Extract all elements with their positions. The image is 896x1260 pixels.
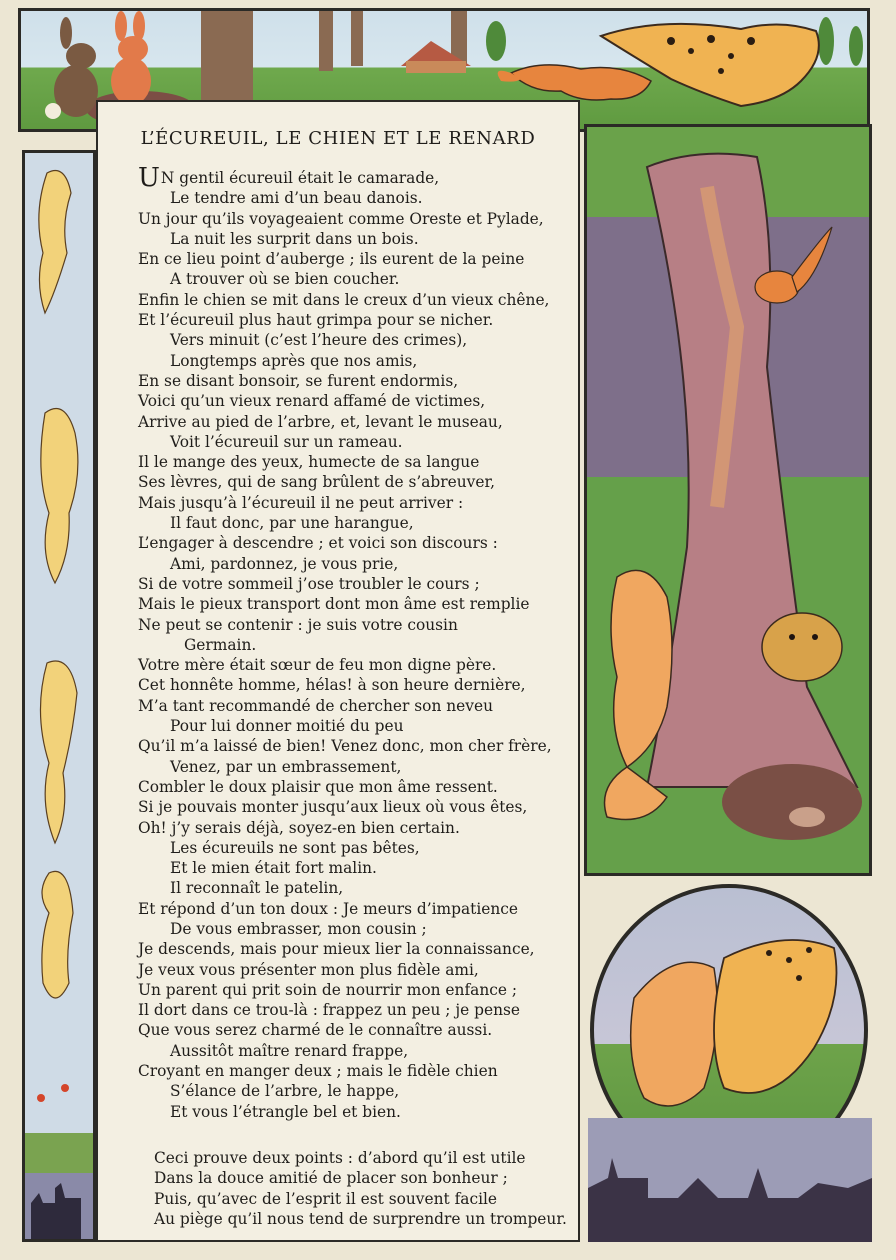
poem-line: A trouver où se bien coucher.: [170, 270, 400, 289]
poem-line: Vers minuit (c’est l’heure des crimes),: [170, 331, 468, 350]
poem-line: Le tendre ami d’un beau danois.: [170, 189, 423, 208]
poem-panel: [96, 100, 580, 1242]
moral-line: Ceci prouve deux points : d’abord qu’il est utile: [154, 1149, 526, 1167]
poem-line: Si je pouvais monter jusqu’aux lieux où vous êtes,: [138, 798, 528, 817]
drop-cap: U: [138, 163, 160, 193]
rabbit-left: [45, 17, 98, 119]
poem-line: Arrive au pied de l’arbre, et, levant le museau,: [138, 412, 503, 431]
poem-line: Pour lui donner moitié du peu: [170, 717, 404, 736]
moral-line: Puis, qu’avec de l’esprit il est souvent facile: [154, 1189, 498, 1208]
left-illustration-strip: [22, 150, 96, 1242]
poem-line: Mais le pieux transport dont mon âme est remplie: [138, 595, 530, 614]
poem-line: Il le mange des yeux, humecte de sa langue: [138, 453, 480, 472]
poem-line: Qu’il m’a laissé de bien! Venez donc, mon cher frère,: [138, 737, 552, 756]
poem-line: Venez, par un embrassement,: [170, 757, 402, 776]
poem-line: Et l’écureuil plus haut grimpa pour se nicher.: [138, 311, 494, 330]
dog-in-hollow: [762, 613, 842, 681]
poem-line: Croyant en manger deux ; mais le fidèle chien: [138, 1062, 498, 1081]
poem-line: Cet honnête homme, hélas! à son heure dernière,: [138, 676, 526, 695]
poem-line: Ami, pardonnez, je vous prie,: [170, 554, 399, 573]
poem-line: Combler le doux plaisir que mon âme ressent.: [138, 777, 498, 796]
poem-line: Germain.: [184, 635, 257, 654]
poem-line: Il dort dans ce trou-là : frappez un peu ; je pense: [138, 1001, 521, 1020]
moral-line: Dans la douce amitié de placer son bonheur ;: [154, 1169, 508, 1188]
poem-line: Un parent qui prit soin de nourrir mon enfance ;: [138, 980, 518, 999]
poem-line: Je veux vous présenter mon plus fidèle ami,: [138, 960, 479, 979]
poem-line: Les écureuils ne sont pas bêtes,: [170, 838, 420, 857]
poem-first-line: [138, 163, 568, 193]
poem-line: Longtemps après que nos amis,: [170, 351, 418, 370]
poem-line: Ses lèvres, qui de sang brûlent de s’abreuver,: [138, 473, 496, 492]
poem-line: L’engager à descendre ; et voici son discours :: [138, 534, 498, 553]
poem-line: Voici qu’un vieux renard affamé de victimes,: [138, 392, 486, 411]
poem-line: Et répond d’un ton doux : Je meurs d’impatience: [138, 899, 519, 918]
rabbit-right: [111, 11, 151, 105]
poem-line: De vous embrasser, mon cousin ;: [170, 919, 427, 938]
poem-line: Si de votre sommeil j’ose troubler le cours ;: [138, 574, 480, 593]
poem-line: Aussitôt maître renard frappe,: [170, 1041, 409, 1060]
poem-line: Et le mien était fort malin.: [170, 859, 377, 878]
poem-line: Oh! j’y serais déjà, soyez-en bien certain.: [138, 818, 460, 837]
first-line-text: N gentil écureuil était le camarade,: [160, 169, 440, 187]
poem-line: En ce lieu point d’auberge ; ils eurent de la peine: [138, 250, 525, 269]
poem-line: Votre mère était sœur de feu mon digne père.: [138, 656, 497, 675]
poem-line: En se disant bonsoir, se furent endormis,: [138, 371, 459, 390]
falling-squirrels-illustration: [25, 153, 93, 1239]
poem-line: Il reconnaît le patelin,: [170, 879, 344, 898]
poem-line: Que vous serez charmé de le connaître aussi.: [138, 1021, 493, 1040]
poem-line: Il faut donc, par une harangue,: [170, 514, 414, 533]
poem-line: Mais jusqu’à l’écureuil il ne peut arriver :: [138, 493, 464, 512]
poem-line: Et vous l’étrangle bel et bien.: [170, 1102, 401, 1121]
poem-title: L’ÉCUREUIL, LE CHIEN ET LE RENARD: [140, 128, 536, 149]
poem-line: Ne peut se contenir : je suis votre cousin: [138, 615, 458, 634]
village-silhouette-illustration: [588, 1118, 872, 1242]
poem-body: [138, 163, 568, 1122]
poem-line: Un jour qu’ils voyageaient comme Oreste et Pylade,: [138, 209, 544, 228]
poem-line: La nuit les surprit dans un bois.: [170, 229, 419, 248]
poem-line: Je descends, mais pour mieux lier la connaissance,: [138, 940, 535, 959]
poem-line: Enfin le chien se mit dans le creux d’un vieux chêne,: [138, 290, 550, 309]
moral-line: Au piège qu’il nous tend de surprendre un trompeur.: [154, 1209, 567, 1228]
village-silhouette: [588, 1118, 872, 1242]
poem-moral: [154, 1148, 567, 1229]
poem-line: S’élance de l’arbre, le happe,: [170, 1082, 400, 1101]
fox-running: [498, 65, 651, 100]
poem-line: Voit l’écureuil sur un rameau.: [170, 432, 403, 451]
poem-line: M’a tant recommandé de chercher son neveu: [138, 696, 493, 715]
oak-tree-scene-illustration: [587, 127, 869, 873]
right-illustration: [584, 124, 872, 876]
